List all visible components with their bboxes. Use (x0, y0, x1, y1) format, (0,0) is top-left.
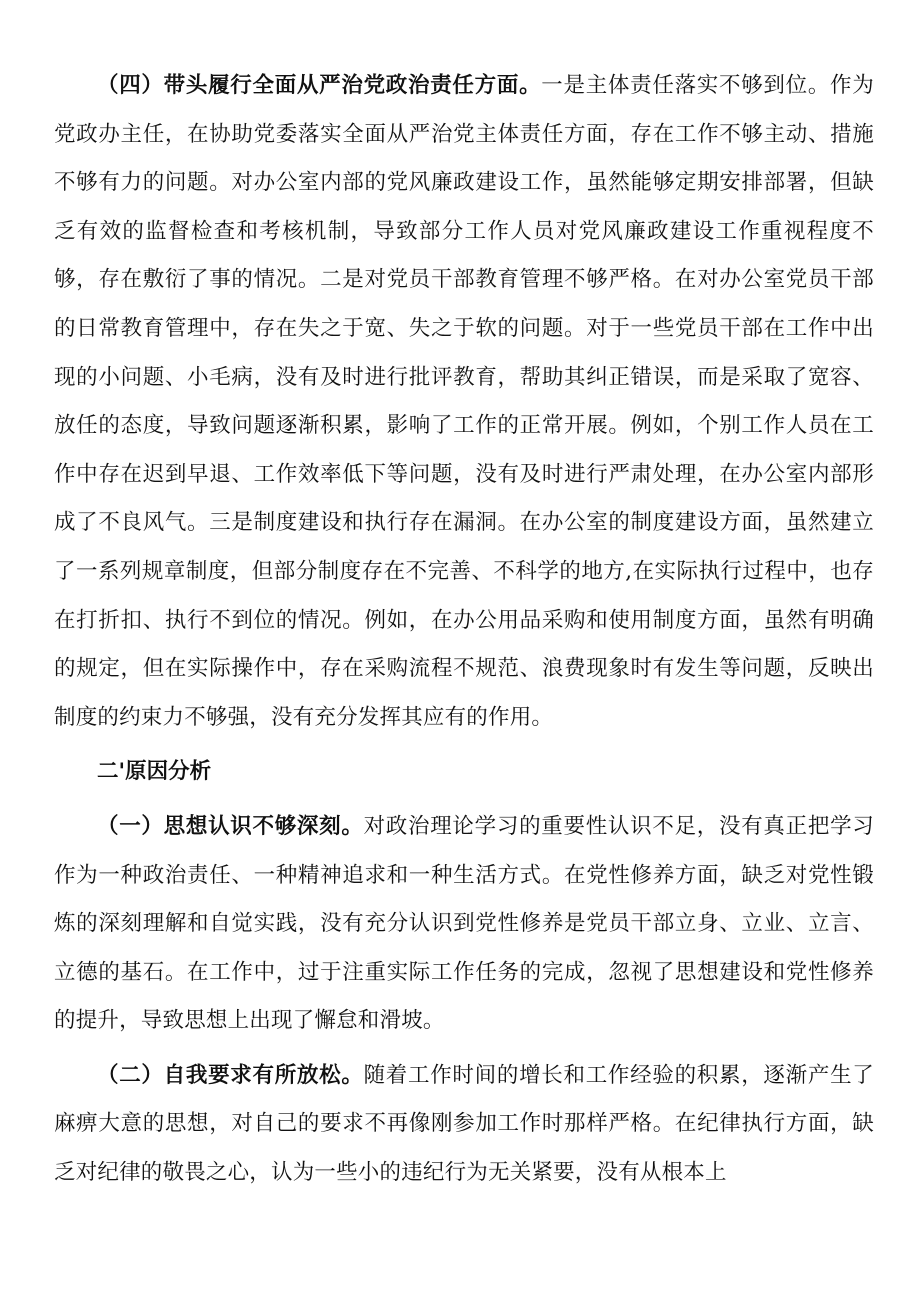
paragraph-ideological (54, 803, 874, 1046)
paragraph-lead-heading: （一）思想认识不够深刻。 (97, 813, 364, 839)
paragraph-body-text: 对政治理论学习的重要性认识不足，没有真正把学习作为一种政治责任、一种精神追求和一种生活方式。在党性修养方面，缺乏对党性锻炼的深刻理解和自觉实践，没有充分认识到党性修养是党员干部立身、立业、立言、立德的基石。在工作中，过于注重实际工作任务的完成，忽视了思想建设和党性修养的提升，导致思想上出现了懈怠和滑坡。 (54, 813, 874, 1034)
paragraph-responsibility (54, 62, 874, 742)
paragraph-body-text: 随着工作时间的增长和工作经验的积累，逐渐产生了麻痹大意的思想，对自己的要求不再像刚参加工作时那样严格。在纪律执行方面，缺乏对纪律的敬畏之心，认为一些小的违纪行为无关紧要，没有从根本上 (54, 1062, 874, 1186)
paragraph-self-discipline (54, 1052, 874, 1198)
document-page (54, 62, 874, 1198)
paragraph-lead-heading: （四）带头履行全面从严治党政治责任方面。 (97, 73, 542, 98)
paragraph-lead-heading: （二）自我要求有所放松。 (97, 1062, 364, 1088)
paragraph-body-text: 一是主体责任落实不够到位。作为党政办主任，在协助党委落实全面从严治党主体责任方面，存在工作不够主动、措施不够有力的问题。对办公室内部的党风廉政建设工作，虽然能够定期安排部署，但缺乏有效的监督检查和考核机制，导致部分工作人员对党风廉政建设工作重视程度不够，存在敷衍了事的情况。二是对党员干部教育管理不够严格。在对办公室党员干部的日常教育管理中，存在失之于宽、失之于软的问题。对于一些党员干部在工作中出现的小问题、小毛病，没有及时进行批评教育，帮助其纠正错误，而是采取了宽容、放任的态度，导致问题逐渐积累，影响了工作的正常开展。例如，个别工作人员在工作中存在迟到早退、工作效率低下等问题，没有及时进行严肃处理，在办公室内部形成了不良风气。三是制度建设和执行存在漏洞。在办公室的制度建设方面，虽然建立了一系列规章制度，但部分制度存在不完善、不科学的地方,在实际执行过程中，也存在打折扣、执行不到位的情况。例如，在办公用品采购和使用制度方面，虽然有明确的规定，但在实际操作中，存在采购流程不规范、浪费现象时有发生等问题，反映出制度的约束力不够强，没有充分发挥其应有的作用。 (54, 73, 874, 730)
section-heading-cause-analysis: 二'原因分析 (97, 759, 212, 785)
